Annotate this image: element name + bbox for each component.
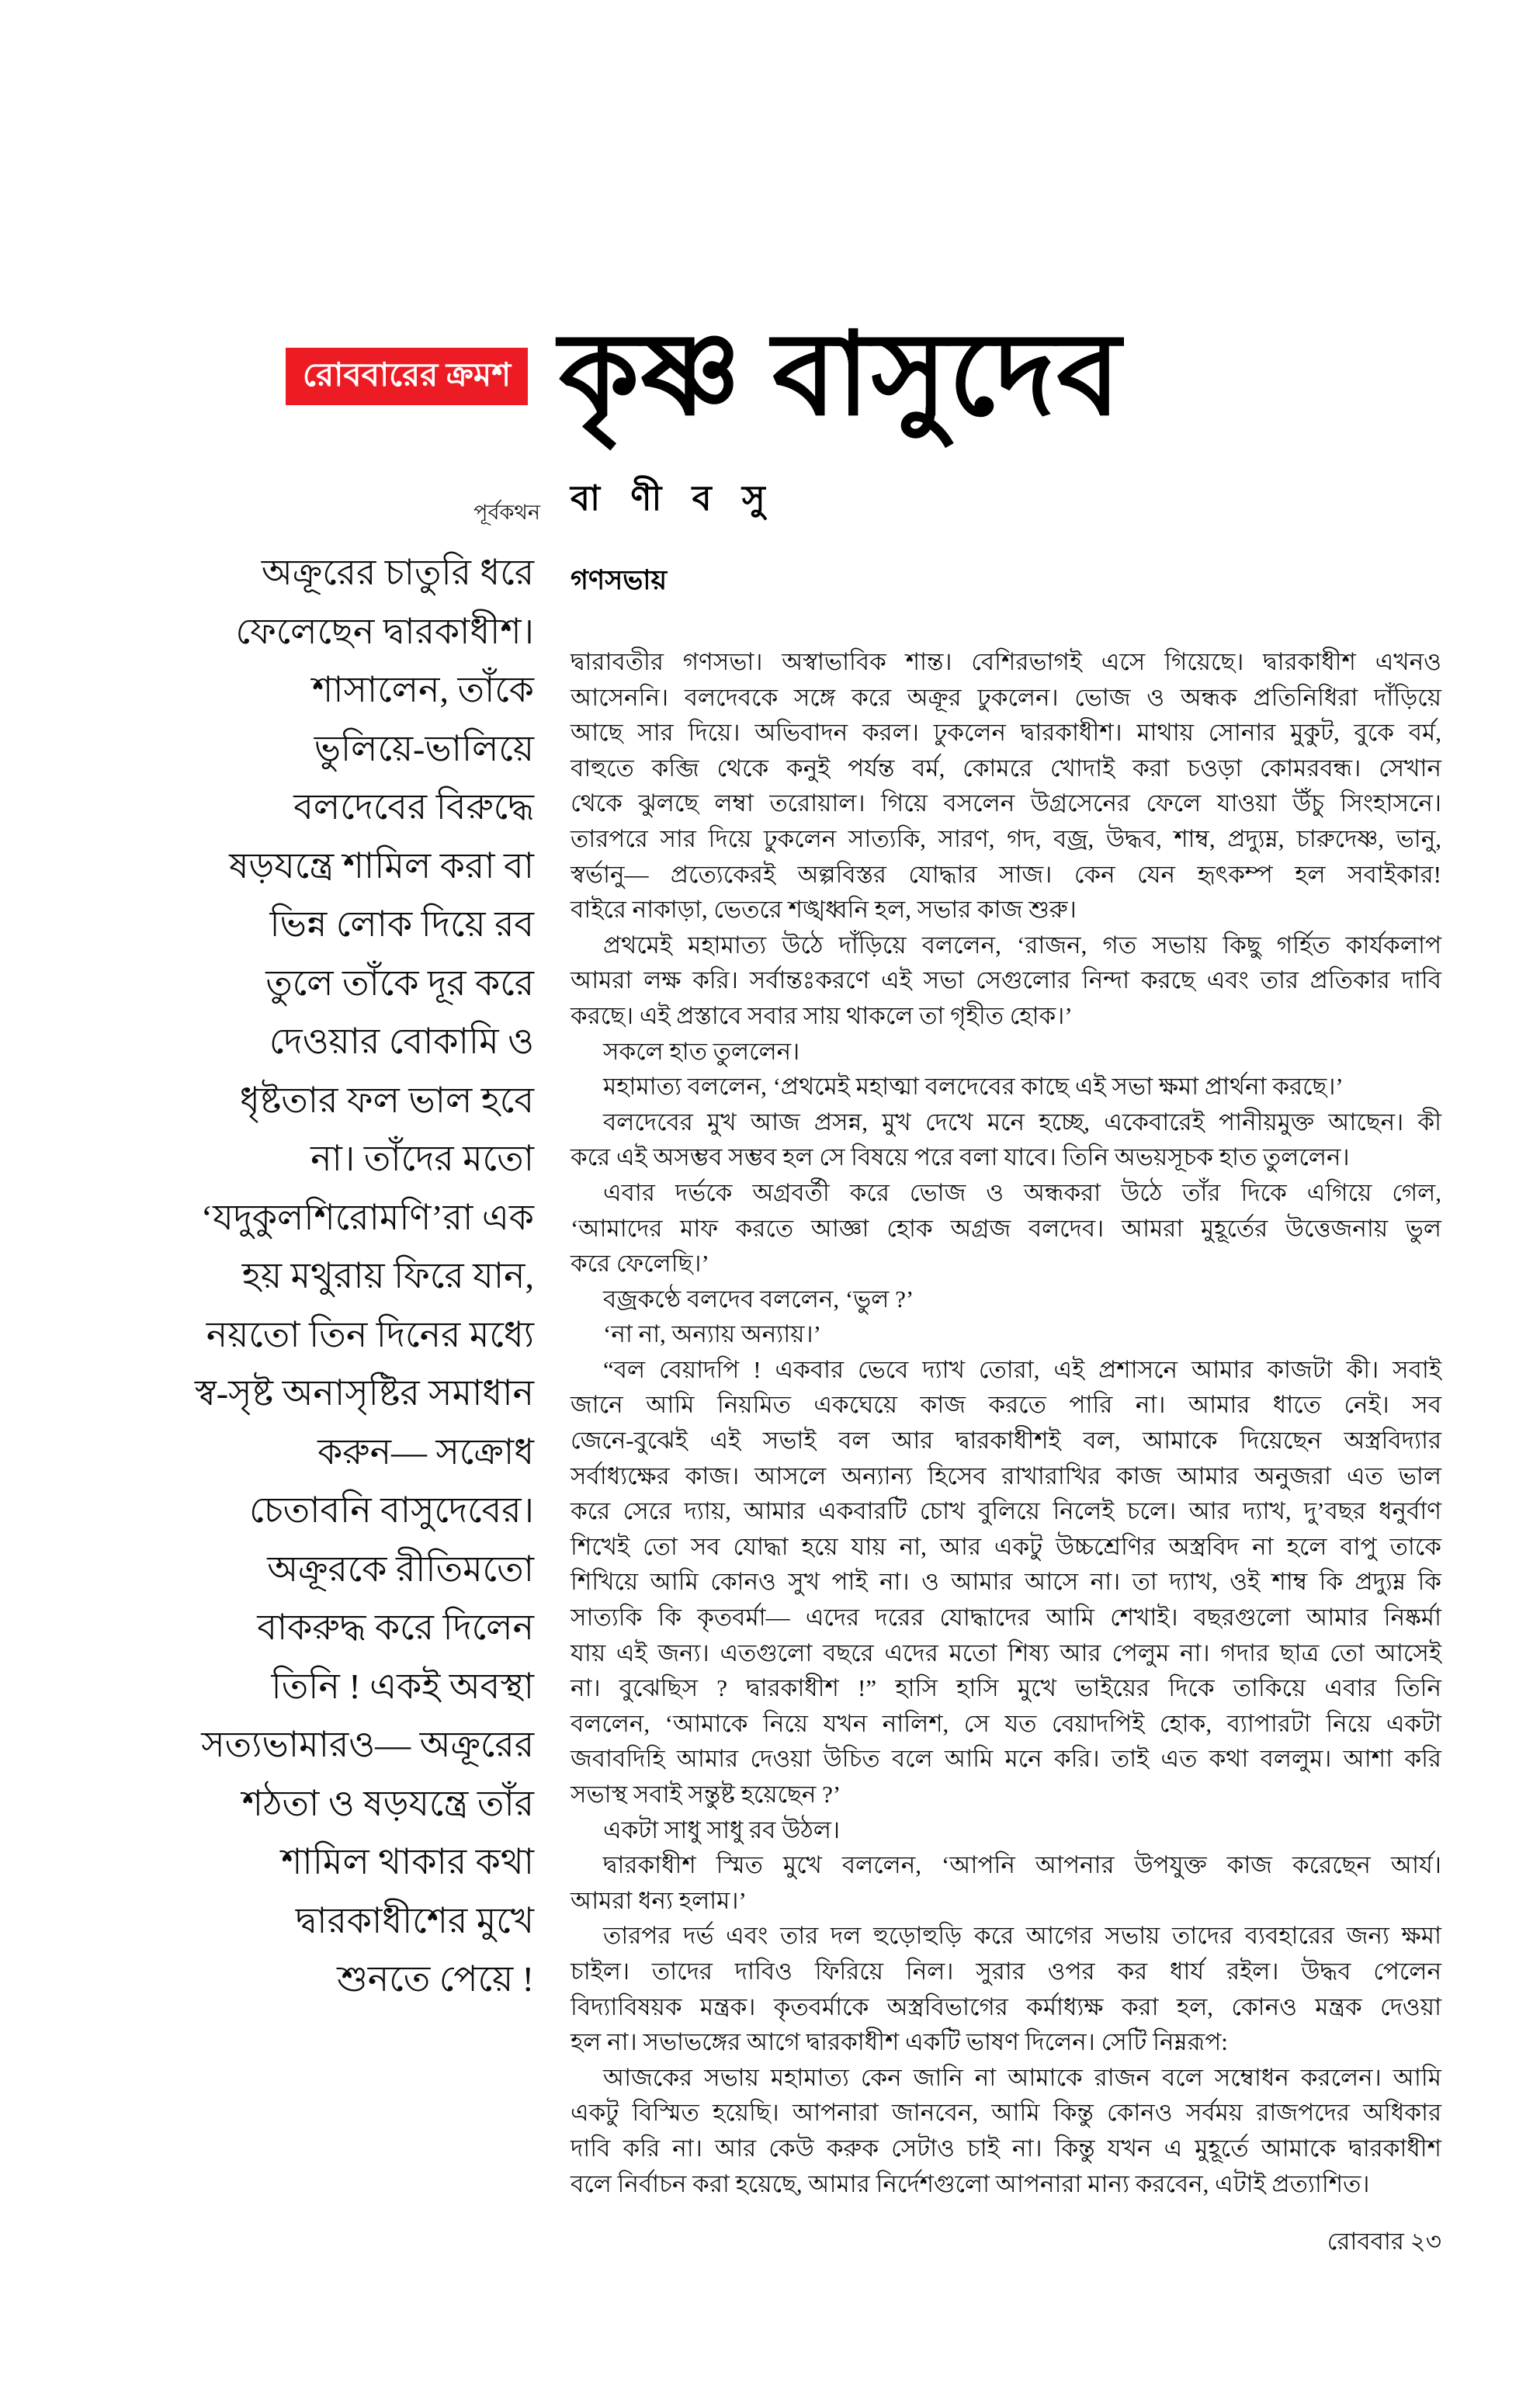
standfirst-line: বলদেবের বিরুদ্ধে <box>293 787 534 827</box>
standfirst-line: না। তাঁদের মতো <box>310 1139 534 1178</box>
body-line: সভাস্থ সবাই সন্তুষ্ট হয়েছেন ?’ <box>571 1781 841 1808</box>
body-line: দ্বারকাধীশ স্মিত মুখে বললেন, ‘আপনি আপনার উপযুক্ত কাজ করেছেন আর্য। <box>603 1851 1441 1879</box>
standfirst-line: দ্বারকাধীশের মুখে <box>295 1900 534 1940</box>
article-title: কৃষ্ণ বাসুদেব <box>559 312 1122 439</box>
body-line: করছে। এই প্রস্তাবে সবার সায় থাকলে তা গৃহীত হোক।’ <box>571 1001 1073 1029</box>
standfirst-line: ভিন্ন লোক দিয়ে রব <box>269 904 534 944</box>
body-line: হল না। সভাভঙ্গের আগে দ্বারকাধীশ একটি ভাষণ দিলেন। সেটি নিম্নরূপ: <box>571 2028 1228 2056</box>
standfirst-line: বাকরুদ্ধ করে দিলেন <box>257 1607 534 1647</box>
body-line: ‘না না, অন্যায় অন্যায়।’ <box>603 1320 821 1348</box>
body-line: থেকে ঝুলছে লম্বা তরোয়াল। গিয়ে বসলেন উগ্রসেনের ফেলে যাওয়া উঁচু সিংহাসনে। <box>571 789 1441 817</box>
body-line: বাহুতে কব্জি থেকে কনুই পর্যন্ত বর্ম, কোমরে খোদাই করা চওড়া কোমরবন্ধ। সেখান <box>571 754 1441 782</box>
body-line: প্রথমেই মহামাত্য উঠে দাঁড়িয়ে বললেন, ‘রাজন, গত সভায় কিছু গর্হিত কার্যকলাপ <box>603 931 1441 959</box>
standfirst-line: তুলে তাঁকে দূর করে <box>265 962 534 1003</box>
body-line: সাত্যকি কি কৃতবর্মা— এদের দরের যোদ্ধাদের আমি শেখাই। বছরগুলো আমার নিষ্কর্মা <box>571 1604 1441 1632</box>
body-line: করে সেরে দ্যায়, আমার একবারটি চোখ বুলিয়ে নিলেই চলে। আর দ্যাখ, দু’বছর ধনুর্বাণ <box>571 1497 1441 1525</box>
body-line: “বল বেয়াদপি ! একবার ভেবে দ্যাখ তোরা, এই প্রশাসনে আমার কাজটা কী। সবাই <box>603 1355 1441 1383</box>
body-line: তারপর দর্ভ এবং তার দল হুড়োহুড়ি করে আগের সভায় তাদের ব্যবহারের জন্য ক্ষমা <box>603 1922 1441 1950</box>
body-line: বিদ্যাবিষয়ক মন্ত্রক। কৃতবর্মাকে অস্ত্রবিভাগের কর্মাধ্যক্ষ করা হল, কোনও মন্ত্রক দেওয়া <box>571 1992 1441 2020</box>
body-line: জেনে-বুঝেই এই সভাই বল আর দ্বারকাধীশই বল, আমাকে দিয়েছেন অস্ত্রবিদ্যার <box>571 1427 1441 1455</box>
standfirst-line: অক্রূরের চাতুরি ধরে <box>261 553 534 592</box>
page-footer-folio: রোববার ২৩ <box>1327 2228 1441 2255</box>
standfirst-line: দেওয়ার বোকামি ও <box>269 1021 534 1061</box>
body-line: দাবি করি না। আর কেউ করুক সেটাও চাই না। কিন্তু যখন এ মুহূর্তে আমাকে দ্বারকাধীশ <box>571 2134 1441 2162</box>
standfirst-line: ভুলিয়ে-ভালিয়ে <box>314 728 534 768</box>
article-body <box>571 644 1441 2201</box>
body-line: দ্বারাবতীর গণসভা। অস্বাভাবিক শান্ত। বেশিরভাগই এসে গিয়েছে। দ্বারকাধীশ এখনও <box>571 648 1441 675</box>
series-badge <box>286 348 528 405</box>
author-name: বা ণী ব সু <box>571 479 776 518</box>
body-line: মহামাত্য বললেন, ‘প্রথমেই মহাত্মা বলদেবের কাছে এই সভা ক্ষমা প্রার্থনা করছে।’ <box>603 1073 1344 1101</box>
standfirst-line: শামিল থাকার কথা <box>281 1842 534 1881</box>
body-line: স্বর্ভানু— প্রত্যেকেরই অল্পবিস্তর যোদ্ধার সাজ। কেন যেন হৃৎকম্প হল সবাইকার! <box>571 860 1441 888</box>
kicker-label: পূর্বকথন <box>473 501 540 524</box>
body-line: সকলে হাত তুললেন। <box>603 1037 800 1065</box>
body-line: একটা সাধু সাধু রব উঠল। <box>603 1816 841 1843</box>
series-badge-label: রোববারের ক্রমশ <box>302 357 512 394</box>
body-line: আমরা লক্ষ করি। সর্বান্তঃকরণে এই সভা সেগুলোর নিন্দা করছে এবং তার প্রতিকার দাবি <box>571 966 1441 994</box>
body-line: বাইরে নাকাড়া, ভেতরে শঙ্খধ্বনি হল, সভার কাজ শুরু। <box>571 896 1077 924</box>
body-line: আসেননি। বলদেবকে সঙ্গে করে অক্রূর ঢুকলেন। ভোজ ও অন্ধক প্রতিনিধিরা দাঁড়িয়ে <box>571 683 1441 711</box>
standfirst-line: ষড়যন্ত্রে শামিল করা বা <box>229 845 534 886</box>
body-line: বজ্রকণ্ঠে বলদেব বললেন, ‘ভুল ?’ <box>603 1285 914 1313</box>
section-heading: গণসভায় <box>571 565 668 595</box>
standfirst-line: শঠতা ও ষড়যন্ত্রে তাঁর <box>241 1783 534 1823</box>
body-line: করে ফেলেছি।’ <box>571 1250 709 1278</box>
body-line: শিখেই তো সব যোদ্ধা হয়ে যায় না, আর একটু উচ্চশ্রেণির অস্ত্রবিদ না হলে বাপু তাকে <box>571 1532 1441 1560</box>
standfirst-line: অক্রূরকে রীতিমতো <box>267 1549 534 1589</box>
body-line: জানে আমি নিয়মিত একঘেয়ে কাজ করতে পারি না। আমার ধাতে নেই। সব <box>571 1391 1441 1419</box>
standfirst-line: হয় মথুরায় ফিরে যান, <box>241 1256 534 1295</box>
body-line: তারপরে সার দিয়ে ঢুকলেন সাত্যকি, সারণ, গদ, বজ্র, উদ্ধব, শাম্ব, প্রদ্যুম্ন, চারুদেষ্ণ, ভানু, <box>571 824 1441 852</box>
body-line: আজকের সভায় মহামাত্য কেন জানি না আমাকে রাজন বলে সম্বোধন করলেন। আমি <box>603 2063 1441 2091</box>
body-line: করে এই অসম্ভব সম্ভব হল সে বিষয়ে পরে বলা যাবে। তিনি অভয়সূচক হাত তুললেন। <box>571 1143 1350 1171</box>
body-line: বলে নির্বাচন করা হয়েছে, আমার নির্দেশগুলো আপনারা মান্য করবেন, এটাই প্রত্যাশিত। <box>571 2169 1370 2197</box>
standfirst-line: ‘যদুকুলশিরোমণি’রা এক <box>200 1197 534 1237</box>
body-line: ‘আমাদের মাফ করতে আজ্ঞা হোক অগ্রজ বলদেব। আমরা মুহূর্তের উত্তেজনায় ভুল <box>571 1214 1441 1242</box>
standfirst-line: শাসালেন, তাঁকে <box>311 670 534 709</box>
standfirst-line: ধৃষ্টতার ফল ভাল হবে <box>239 1080 534 1120</box>
standfirst-line: নয়তো তিন দিনের মধ্যে <box>206 1314 534 1354</box>
standfirst-line: স্ব-সৃষ্ট অনাসৃষ্টির সমাধান <box>194 1373 534 1413</box>
standfirst-line: চেতাবনি বাসুদেবের। <box>249 1490 534 1530</box>
body-line: জবাবদিহি আমার দেওয়া উচিত বলে আমি মনে করি। তাই এত কথা বললুম। আশা করি <box>571 1745 1441 1773</box>
body-line: এবার দর্ভকে অগ্রবর্তী করে ভোজ ও অন্ধকরা উঠে তাঁর দিকে এগিয়ে গেল, <box>603 1178 1441 1206</box>
body-line: চাইল। তাদের দাবিও ফিরিয়ে নিল। সুরার ওপর কর ধার্য রইল। উদ্ধব পেলেন <box>571 1957 1441 1985</box>
body-line: শিখিয়ে আমি কোনও সুখ পাই না। ও আমার আসে না। তা দ্যাখ, ওই শাম্ব কি প্রদ্যুম্ন কি <box>571 1568 1441 1596</box>
body-line: যায় এই জন্য। এতগুলো বছরে এদের মতো শিষ্য আর পেলুম না। গদার ছাত্র তো আসেই <box>571 1639 1441 1666</box>
body-line: আছে সার দিয়ে। অভিবাদন করল। ঢুকলেন দ্বারকাধীশ। মাথায় সোনার মুকুট, বুকে বর্ম, <box>571 719 1441 747</box>
standfirst-deck <box>109 543 534 2009</box>
standfirst-line: সত্যভামারও— অক্রূরের <box>201 1725 534 1764</box>
standfirst-line: করুন— সক্রোধ <box>317 1431 534 1472</box>
body-line: বললেন, ‘আমাকে নিয়ে যখন নালিশ, সে যত বেয়াদপিই হোক, ব্যাপারটা নিয়ে একটা <box>571 1709 1441 1737</box>
standfirst-line: শুনতে পেয়ে ! <box>337 1959 534 1999</box>
body-line: বলদেবের মুখ আজ প্রসন্ন, মুখ দেখে মনে হচ্ছে, একেবারেই পানীয়মুক্ত আছেন। কী <box>603 1108 1441 1136</box>
standfirst-line: ফেলেছেন দ্বারকাধীশ। <box>235 611 534 651</box>
standfirst-line: তিনি ! একই অবস্থা <box>271 1666 534 1706</box>
body-line: আমরা ধন্য হলাম।’ <box>571 1886 747 1914</box>
body-line: না। বুঝেছিস ? দ্বারকাধীশ !” হাসি হাসি মুখে ভাইয়ের দিকে তাকিয়ে এবার তিনি <box>571 1674 1441 1702</box>
body-line: একটু বিস্মিত হয়েছি। আপনারা জানবেন, আমি কিন্তু কোনও সর্বময় রাজপদের অধিকার <box>571 2099 1441 2127</box>
body-line: সর্বাধ্যক্ষের কাজ। আসলে অন্যান্য হিসেব রাখারাখির কাজ আমার অনুজরা এত ভাল <box>571 1462 1441 1490</box>
